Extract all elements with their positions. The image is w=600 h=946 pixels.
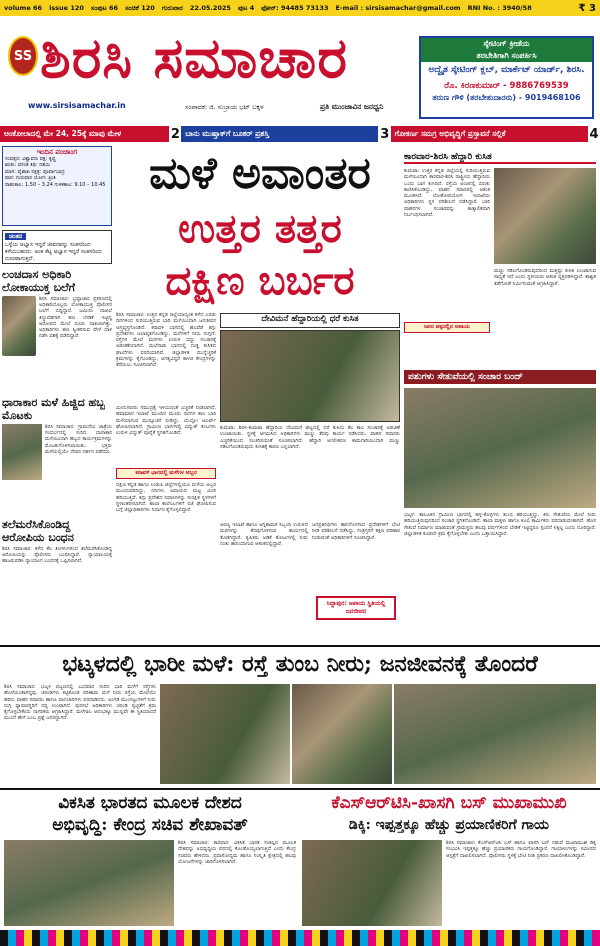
panchanga-line: ರಾಹುಕಾಲ: 1.50 – 3.24 ಗುಳಿಕಕಾಲ: 9.10 – 10.45	[5, 181, 106, 188]
day-label: ಗುರುವಾರ	[161, 3, 183, 12]
left-sidebar	[2, 146, 112, 622]
teaser-3-page: 4	[589, 126, 599, 142]
lead-headline-line-1[interactable]: ಮಳೆ ಅವಾಂತರ	[149, 148, 371, 199]
coastal-rain-kicker: ಕರಾವಳಿ ಭಾಗದಲ್ಲಿ ಮಳೆಗಳ ಅಬ್ಬರ	[116, 468, 216, 479]
landslide-photo	[220, 330, 400, 422]
story-arrest-headline[interactable]: ತಲೆಮರೆಸಿಕೊಂಡಿದ್ದ ಆರೋಪಿಯ ಬಂಧನ	[2, 518, 74, 544]
volume-label: volume 66	[4, 4, 43, 12]
panchanga-line: ಮಾಸ: ವೈಶಾಖ ನಕ್ಷತ್ರ: ಪೂರ್ವಾಭಾದ್ರ	[5, 168, 65, 175]
story-festival-headline[interactable]: ಧಾರಾಕಾರ ಮಳೆ ಹಿಜ್ಜಿದ ಹಬ್ಬ ಮೊಟಕು	[2, 396, 105, 422]
lead-headline-line-2[interactable]: ಉತ್ತರ ತತ್ತರ	[178, 205, 342, 252]
bus-collision-photo	[302, 840, 442, 926]
panchanga-line: ಸಂವತ್ಸರ: ವಿಶ್ವಾವಸು ಪಕ್ಷ: ಕೃಷ್ಣ	[5, 155, 56, 162]
teaser-1-page: 2	[170, 126, 180, 142]
panchanga-line: ಋತು: ವಸಂತ ತಿಥಿ: ದಶಮಿ	[5, 162, 51, 168]
tagline: ಪ್ರತಿ ಮುಂಜಾವಿನ ಜನಧ್ವನಿ	[320, 102, 384, 111]
shekhawat-body: ಶಿರಸಿ ಸಮಾಚಾರ: ಕಾರವಾರ: ವಿಕಸಿತ ಭಾರತ ಸಂಕಲ್ಪದ ಮೂಲಕ ದೇಶವನ್ನು ಅಭಿವೃದ್ಧಿಯ ಪಥದಲ್ಲಿ ಕೊಂಡೊಯ್ಯಲಾಗುತ್ತಿದೆ ಎಂದು ಕೇಂದ್ರ ಸಚಿವರು ಹೇಳಿದರು. ಪ್ರವಾಸೋದ್ಯಮ ಹಾಗೂ ಸಂಸ್ಕೃತಿ ಕ್ಷೇತ್ರದಲ್ಲಿ ಹಲವು ಯೋಜನೆಗಳನ್ನು ಜಾರಿಗೊಳಿಸಲಾಗಿದೆ.	[178, 840, 296, 865]
price-label: ₹ 3	[578, 2, 596, 14]
teaser-3[interactable]: ಗೋಕರ್ಣ ಸಮಗ್ರ ಅಭಿವೃದ್ಧಿಗೆ ಪ್ರಸ್ತಾವನೆ ಸಲ್ಲಿಕೆ	[391, 126, 588, 142]
bus-collision-headline-2[interactable]: ಡಿಕ್ಕಿ: ಇಪ್ಪತ್ತಕ್ಕೂ ಹೆಚ್ಚು ಪ್ರಯಾಣಿಕರಿಗೆ ಗಾಯ	[348, 817, 550, 833]
bridge-closure-body: ಭಟ್ಕಳ: ತಾಲೂಕಿನ ಗ್ರಾಮೀಣ ಭಾಗದಲ್ಲಿ ಹಳ್ಳ-ಕೊಳ್ಳಗಳು ತುಂಬಿ ಹರಿಯುತ್ತಿದ್ದು, ಕಿರು ಸೇತುವೆಯ ಮೇಲೆ ನೀರು ಹರಿಯುತ್ತಿರುವುದರಿಂದ ಸಂಚಾರ ಸ್ಥಗಿತಗೊಂಡಿದೆ. ಶಾಲಾ ಮಕ್ಕಳು ಹಾಗೂ ಕೂಲಿ ಕಾರ್ಮಿಕರು ಪರದಾಡುವಂತಾಗಿದೆ. ಹೊಸ ಸೇತುವೆ ನಿರ್ಮಾಣ ಮಾಡುವಂತೆ ಗ್ರಾಮಸ್ಥರು ಹಲವು ವರ್ಷಗಳಿಂದ ಬೇಡಿಕೆ ಇಟ್ಟಿದ್ದರೂ ಸ್ಪಂದನೆ ಸಿಕ್ಕಿಲ್ಲ ಎಂದು ದೂರಿದ್ದಾರೆ. ಜಿಲ್ಲಾಡಳಿತ ಕೂಡಲೇ ಕ್ರಮ ಕೈಗೊಳ್ಳಬೇಕು ಎಂದು ಒತ್ತಾಯಿಸಿದ್ದಾರೆ.	[404, 512, 596, 537]
newspaper-logo: SS	[8, 36, 38, 76]
teaser-1[interactable]: ಅಂಕೋಲಾದಲ್ಲಿ ಮೇ 24, 25ಕ್ಕೆ ಮಾವು ಮೇಳ	[0, 126, 169, 142]
rni-label: RNI No. : 3940/58	[467, 4, 532, 12]
ad-line-1: ಸ್ಕೇಟಿಂಗ್ ಕ್ರೀಡೆಯ	[421, 38, 592, 50]
shekhawat-headline-1[interactable]: ವಿಕಸಿತ ಭಾರತದ ಮೂಲಕ ದೇಶದ	[58, 793, 242, 813]
flooded-road-photo	[160, 684, 290, 784]
issue-info-bar	[0, 0, 600, 16]
ad-line-2: ತರಬೇತಿಗಾಗಿ ಸಂಪರ್ಕಿಸಿ	[421, 50, 592, 62]
bhatkal-rain-body: ಶಿರಸಿ ಸಮಾಚಾರ: ಭಟ್ಕಳ ಪಟ್ಟಣದಲ್ಲಿ ಬುಧವಾರ ಸುರಿದ ಭಾರಿ ಮಳೆಗೆ ರಸ್ತೆಗಳು ಹೊಳೆಯಂತಾಗಿದ್ದವು. ಚರಂಡಿಗಳು ಕಟ್ಟಿಕೊಂಡ ಪರಿಣಾಮ ಮಳೆ ನೀರು ರಸ್ತೆಯ ಮೇಲೆಯೇ ಹರಿದು ವಾಹನ ಸವಾರರು ಹಾಗೂ ಪಾದಚಾರಿಗಳು ಪರದಾಡಿದರು. ಅಂಗಡಿ ಮುಂಗಟ್ಟುಗಳಿಗೆ ನೀರು ನುಗ್ಗಿ ವ್ಯಾಪಾರಸ್ಥರಿಗೆ ನಷ್ಟ ಉಂಟಾಗಿದೆ. ಪುರಸಭೆ ಅಧಿಕಾರಿಗಳು ಚರಂಡಿ ಸ್ವಚ್ಛತೆಗೆ ಕ್ರಮ ಕೈಗೊಳ್ಳಬೇಕೆಂದು ನಾಗರಿಕರು ಆಗ್ರಹಿಸಿದ್ದಾರೆ. ಮಳೆಗಾಲ ಆರಂಭಕ್ಕೂ ಮುನ್ನವೇ ಈ ಸ್ಥಿತಿಯಾದರೆ ಮುಂದೆ ಹೇಗೆ ಎಂಬ ಪ್ರಶ್ನೆ ಜನರದ್ದಾಗಿದೆ.	[4, 684, 156, 722]
siddapur-stamp: ಸಿದ್ದಾಪುರ: ಅಪಾಯ ಸ್ಥಿತಿಯಲ್ಲಿ ಜನಜೀವನ	[316, 596, 396, 620]
editor-line: ಸಂಪಾದಕ: ಜಿ. ಸುಬ್ರಾಯ ಭಟ್ ಬಕ್ಕಳ	[185, 103, 264, 111]
lead-body-col-3: ದಕ್ಷಿಣ ಕನ್ನಡ ಹಾಗೂ ಉಡುಪಿ ಜಿಲ್ಲೆಗಳಲ್ಲಿಯೂ ಮಳೆಯ ಅಬ್ಬರ ಮುಂದುವರಿದಿದ್ದು, ನದಿಗಳು ಅಪಾಯದ ಮಟ್ಟ ಮೀರಿ ಹರಿಯುತ್ತಿವೆ. ತಗ್ಗು ಪ್ರದೇಶದ ನಿವಾಸಿಗಳನ್ನು ಸುರಕ್ಷಿತ ಸ್ಥಳಗಳಿಗೆ ಸ್ಥಳಾಂತರಿಸಲಾಗಿದೆ. ಶಾಲಾ ಕಾಲೇಜುಗಳಿಗೆ ರಜೆ ಘೋಷಿಸುವ ಬಗ್ಗೆ ಜಿಲ್ಲಾಧಿಕಾರಿಗಳು ನಿರ್ಧಾರ ಕೈಗೊಳ್ಳಲಿದ್ದಾರೆ.	[116, 482, 216, 514]
website-link[interactable]: www.sirsisamachar.in	[28, 101, 126, 110]
landslide-body: ಕುಮಟಾ: ಶಿರಸಿ-ಕುಮಟಾ ಹೆದ್ದಾರಿಯ ದೇವಿಮನೆ ಘಟ್ಟದಲ್ಲಿ ಧರೆ ಕುಸಿದು ಕೆಲ ಕಾಲ ಸಂಚಾರಕ್ಕೆ ಅಡಚಣೆ ಉಂಟಾಯಿತು. ಸ್ಥಳಕ್ಕೆ ಆಗಮಿಸಿದ ಅಧಿಕಾರಿಗಳು ಮಣ್ಣು ತೆರವು ಕಾರ್ಯ ನಡೆಸಿದರು. ವಾಹನ ಸವಾರರು ಎಚ್ಚರಿಕೆಯಿಂದ ಸಂಚರಿಸುವಂತೆ ಸೂಚಿಸಲಾಗಿದೆ. ಹೆದ್ದಾರಿ ಅಗಲೀಕರಣ ಕಾಮಗಾರಿಯಿಂದಾಗಿ ಮಣ್ಣು ಸಡಿಲಗೊಂಡಿರುವುದು ಕುಸಿತಕ್ಕೆ ಕಾರಣ ಎನ್ನಲಾಗಿದೆ.	[220, 425, 400, 450]
lead-body-col-1: ಶಿರಸಿ ಸಮಾಚಾರ: ಉತ್ತರ ಕನ್ನಡ ಜಿಲ್ಲೆಯಾದ್ಯಂತ ಕಳೆದ ಎರಡು ದಿನಗಳಿಂದ ಸುರಿಯುತ್ತಿರುವ ಭಾರಿ ಮಳೆಯಿಂದಾಗಿ ಜನಜೀವನ ಅಸ್ತವ್ಯಸ್ತಗೊಂಡಿದೆ. ಕರಾವಳಿ ಭಾಗದಲ್ಲಿ ಹಲವೆಡೆ ತಗ್ಗು ಪ್ರದೇಶಗಳು ಜಲಾವೃತಗೊಂಡಿದ್ದು, ಮನೆಗಳಿಗೆ ನೀರು ನುಗ್ಗಿದೆ. ರಸ್ತೆಗಳ ಮೇಲೆ ಮರಗಳು ಉರುಳಿ ಬಿದ್ದು ಸಂಚಾರಕ್ಕೆ ಅಡಚಣೆಯಾಗಿದೆ. ಮಲೆನಾಡು ಭಾಗದಲ್ಲಿ ಗುಡ್ಡ ಕುಸಿತದ ಘಟನೆಗಳು ವರದಿಯಾಗಿವೆ. ಜಿಲ್ಲಾಡಳಿತ ಮುನ್ನೆಚ್ಚರಿಕೆ ಕ್ರಮಗಳನ್ನು ಕೈಗೊಂಡಿದ್ದು, ಅಗತ್ಯವಿದ್ದರೆ ಕಾಳಜಿ ಕೇಂದ್ರಗಳನ್ನು ತೆರೆಯಲು ಸೂಚಿಸಲಾಗಿದೆ.	[116, 312, 216, 369]
landslide-photo-caption: ದೇವಿಮನೆ ಹೆದ್ದಾರಿಯಲ್ಲಿ ಧರೆ ಕುಸಿತ	[220, 313, 400, 328]
lead-headline-line-3[interactable]: ದಕ್ಷಿಣ ಬರ್ಬರ	[165, 257, 355, 304]
danger-kicker: ಜನರ ಪಕ್ಕದಲ್ಲಿನ ಅಪಾಯ	[404, 322, 490, 333]
story-arrest-body: ಶಿರಸಿ ಸಮಾಚಾರ: ಕಳೆದ ಕೆಲ ತಿಂಗಳುಗಳಿಂದ ತಲೆಮರೆಸಿಕೊಂಡಿದ್ದ ಆರೋಪಿಯನ್ನು ಪೊಲೀಸರು ಬಂಧಿಸಿದ್ದಾರೆ. ನ್ಯಾಯಾಲಯಕ್ಕೆ ಹಾಜರುಪಡಿಸಿ ನ್ಯಾಯಾಂಗ ಬಂಧನಕ್ಕೆ ಒಪ್ಪಿಸಲಾಗಿದೆ.	[2, 546, 112, 565]
email-label: E-mail : sirsisamachar@gmail.com	[335, 4, 461, 12]
temple-deity-photo	[2, 424, 42, 480]
bhatkal-rain-headline[interactable]: ಭಟ್ಕಳದಲ್ಲಿ ಭಾರೀ ಮಳೆ: ರಸ್ತೆ ತುಂಬ ನೀರು; ಜನಜೀವನಕ್ಕೆ ತೊಂದರೆ	[0, 645, 600, 679]
story-festival-body: ಶಿರಸಿ ಸಮಾಚಾರ: ಗ್ರಾಮದೇವಿ ಜಾತ್ರೆಯ ಸಂದರ್ಭದಲ್ಲಿ ಸುರಿದ ಧಾರಾಕಾರ ಮಳೆಯಿಂದಾಗಿ ಹಬ್ಬದ ಕಾರ್ಯಕ್ರಮಗಳನ್ನು ಮೊಟಕುಗೊಳಿಸಲಾಯಿತು. ಭಕ್ತರು ಮಳೆಯಲ್ಲಿಯೇ ದೇವರ ದರ್ಶನ ಪಡೆದರು.	[45, 424, 112, 455]
panchanga-line: ವಾರ: ಗುರುವಾರ ಯೋಗ: ಪ್ರೀತಿ	[5, 175, 56, 181]
thought-box	[2, 230, 112, 264]
shekhawat-headline-2[interactable]: ಅಭಿವೃದ್ಧಿ: ಕೇಂದ್ರ ಸಚಿವ ಶೇಖಾವತ್	[52, 815, 248, 835]
thought-title: ಚಿಂತನ	[5, 233, 26, 240]
lead-body-col-2: ಮೀನುಗಾರರು ಸಮುದ್ರಕ್ಕೆ ಇಳಿಯದಂತೆ ಎಚ್ಚರಿಕೆ ನೀಡಲಾಗಿದೆ. ಹವಾಮಾನ ಇಲಾಖೆ ಮುಂದಿನ ಮೂರು ದಿನಗಳ ಕಾಲ ಭಾರಿ ಮಳೆಯಾಗುವ ಮುನ್ಸೂಚನೆ ನೀಡಿದ್ದು, ಯೆಲ್ಲೋ ಅಲರ್ಟ್ ಘೋಷಿಸಲಾಗಿದೆ. ಗ್ರಾಮೀಣ ಭಾಗಗಳಲ್ಲಿ ವಿದ್ಯುತ್ ಕಂಬಗಳು ಉರುಳಿ ವಿದ್ಯುತ್ ಪೂರೈಕೆ ಸ್ಥಗಿತಗೊಂಡಿದೆ.	[116, 405, 216, 437]
newspaper-title: ಶಿರಸಿ ಸಮಾಚಾರ	[40, 25, 348, 91]
teaser-2[interactable]: ಬಾನು ಮುಷ್ತಾಕ್‌ಗೆ ಬೂಕರ್ ಪ್ರಶಸ್ತಿ	[181, 126, 378, 142]
lead-body-col-5: ಜನಪ್ರತಿನಿಧಿಗಳು ಹಾನಿಗೊಳಗಾದ ಪ್ರದೇಶಗಳಿಗೆ ಭೇಟಿ ನೀಡಿ ಪರಿಶೀಲನೆ ನಡೆಸಿದ್ದು, ಸಂತ್ರಸ್ತರಿಗೆ ತಕ್ಷಣ ಪರಿಹಾರ ನೀಡುವಂತೆ ಅಧಿಕಾರಿಗಳಿಗೆ ಸೂಚಿಸಿದ್ದಾರೆ.	[312, 522, 400, 541]
official-photo	[2, 296, 36, 356]
bus-collision-headline-1[interactable]: ಕೆಎಸ್ಆರ್‌ಟಿಸಿ-ಖಾಸಗಿ ಬಸ್ ಮುಖಾಮುಖಿ	[331, 793, 567, 813]
minister-event-photo	[4, 840, 174, 926]
print-color-bar	[0, 930, 600, 946]
bridge-closure-headline[interactable]: ಪಶುಗಳು ಸೇತುವೆಯಲ್ಲಿ ಸಂಚಾರ ಬಂದ್	[404, 370, 596, 384]
story-lokayukta-headline[interactable]: ಲಂಚದಾಸ ಅಧಿಕಾರಿ ಲೋಕಾಯುಕ್ತ ಬಲೆಗೆ	[2, 268, 75, 294]
skating-club-ad	[419, 36, 594, 119]
highway-collapse-photo	[494, 168, 596, 264]
date-label: 22.05.2025	[189, 4, 231, 12]
rain-damage-photo	[394, 684, 596, 784]
ad-line-4: ರೊ. ಕಿರಣಕುಮಾರ್ - 9886769539	[444, 81, 569, 91]
divider	[0, 788, 600, 790]
thought-text: ಒಳ್ಳೆಯ ಅಭ್ಯಾಸ ಇದ್ದರೆ ಜೀವನವನ್ನು ಸಂತಸದಿಂದ ಕಳೆಯಬಹುದು. ಅಂತ ಕೆಟ್ಟ ಅಭ್ಯಾಸ ಇದ್ದರೆ ಸಂತಸದಿಂದ ದೂರವಾಗುತ್ತದೆ.	[5, 242, 102, 262]
phone-label: ಫೋನ್: 94485 73133	[261, 3, 329, 12]
pages-label: ಪುಟ 4	[237, 3, 255, 12]
teaser-strip	[0, 126, 600, 142]
waterlogged-street-photo	[292, 684, 392, 784]
panchanga-title: ಇಂದಿನ ಪಂಚಾಂಗ	[36, 148, 78, 156]
flooded-bridge-photo	[404, 388, 596, 508]
highway-collapse-body-2: ಮಣ್ಣು ಸಡಿಲಗೊಂಡಿರುವುದರಿಂದ ಮತ್ತಷ್ಟು ಕುಸಿತ ಉಂಟಾಗುವ ಸಾಧ್ಯತೆ ಇದೆ ಎಂದು ಸ್ಥಳೀಯರು ಆತಂಕ ವ್ಯಕ್ತಪಡಿಸಿದ್ದಾರೆ. ಶಾಶ್ವತ ತಡೆಗೋಡೆ ನಿರ್ಮಿಸುವಂತೆ ಆಗ್ರಹಿಸಿದ್ದಾರೆ.	[494, 268, 596, 287]
bus-collision-body: ಶಿರಸಿ ಸಮಾಚಾರ: ಕೆಎಸ್ಆರ್‌ಟಿಸಿ ಬಸ್ ಹಾಗೂ ಖಾಸಗಿ ಬಸ್ ನಡುವೆ ಮುಖಾಮುಖಿ ಡಿಕ್ಕಿ ಸಂಭವಿಸಿ ಇಪ್ಪತ್ತಕ್ಕೂ ಹೆಚ್ಚು ಪ್ರಯಾಣಿಕರು ಗಾಯಗೊಂಡಿದ್ದಾರೆ. ಗಾಯಾಳುಗಳನ್ನು ಸಮೀಪದ ಆಸ್ಪತ್ರೆಗೆ ದಾಖಲಿಸಲಾಗಿದೆ. ಪೊಲೀಸರು ಸ್ಥಳಕ್ಕೆ ಭೇಟಿ ನೀಡಿ ಪ್ರಕರಣ ದಾಖಲಿಸಿಕೊಂಡಿದ್ದಾರೆ.	[446, 840, 596, 859]
story-lokayukta-body: ಶಿರಸಿ ಸಮಾಚಾರ: ಭ್ರಷ್ಟಾಚಾರ ಪ್ರಕರಣದಲ್ಲಿ ಅಧಿಕಾರಿಯೊಬ್ಬರು ಲೋಕಾಯುಕ್ತ ಪೊಲೀಸರ ಬಲೆಗೆ ಬಿದ್ದಿದ್ದಾರೆ. ಜಮೀನು ದಾಖಲೆ ತಿದ್ದುಪಡಿಗಾಗಿ ಹಣ ಬೇಡಿಕೆ ಇಟ್ಟಿದ್ದ ಆರೋಪದ ಮೇಲೆ ದೂರು ದಾಖಲಾಗಿತ್ತು. ಅಧಿಕಾರಿಗಳು ಹಣ ಸ್ವೀಕರಿಸುವ ವೇಳೆ ದಾಳಿ ನಡೆಸಿ ವಶಕ್ಕೆ ಪಡೆದಿದ್ದಾರೆ.	[39, 296, 112, 340]
panchanga-box	[2, 146, 112, 226]
highway-collapse-headline[interactable]: ಕಾರವಾರ-ಶಿರಸಿ ಹೆದ್ದಾರಿ ಕುಸಿತ	[404, 152, 596, 164]
samputa-label: ಸಂಪುಟ 66	[90, 3, 119, 12]
sanchike-label: ಸಂಚಿಕೆ 120	[125, 3, 155, 12]
ad-line-3: ಅದ್ವೈತ ಸ್ಕೇಟಿಂಗ್ ಕ್ಲಬ್, ಮಾರ್ಕೆಟ್ ಯಾರ್ಡ್, ಶಿರಸಿ.	[428, 65, 585, 75]
highway-collapse-body: ಕುಮಟಾ: ಉತ್ತರ ಕನ್ನಡ ಜಿಲ್ಲೆಯಲ್ಲಿ ಸುರಿಯುತ್ತಿರುವ ಮಳೆಯಿಂದಾಗಿ ಕಾರವಾರ-ಶಿರಸಿ ರಾಷ್ಟ್ರೀಯ ಹೆದ್ದಾರಿಯ ಒಂದು ಭಾಗ ಕುಸಿದಿದೆ. ರಸ್ತೆಯ ಅಂಚಿನಲ್ಲಿ ಬಿರುಕು ಕಾಣಿಸಿಕೊಂಡಿದ್ದು, ವಾಹನ ಸವಾರರಲ್ಲಿ ಆತಂಕ ಮೂಡಿಸಿದೆ. ಲೋಕೋಪಯೋಗಿ ಇಲಾಖೆಯ ಅಧಿಕಾರಿಗಳು ಸ್ಥಳ ಪರಿಶೀಲನೆ ನಡೆಸಿದ್ದಾರೆ. ಭಾರಿ ವಾಹನಗಳ ಸಂಚಾರವನ್ನು ತಾತ್ಕಾಲಿಕವಾಗಿ ನಿರ್ಬಂಧಿಸಲಾಗಿದೆ.	[404, 168, 490, 219]
ad-line-5: ತರುಣ ಗೌಳಿ (ತರಬೇತುದಾರರು) - 9019468106	[432, 93, 581, 102]
teaser-2-page: 3	[380, 126, 390, 142]
lead-body-col-4: ಅರಣ್ಯ ಇಲಾಖೆ ಹಾಗೂ ಅಗ್ನಿಶಾಮಕ ಸಿಬ್ಬಂದಿ ಉರುಳಿದ ಮರಗಳನ್ನು ತೆರವುಗೊಳಿಸುವ ಕಾರ್ಯದಲ್ಲಿ ತೊಡಗಿದ್ದಾರೆ. ಕೃಷಿಕರು ಅಡಿಕೆ ತೋಟಗಳಲ್ಲಿ ನೀರು ನಿಂತು ಹಾನಿಯಾಗುವ ಆತಂಕದಲ್ಲಿದ್ದಾರೆ.	[220, 522, 308, 547]
issue-label: issue 120	[49, 4, 84, 12]
